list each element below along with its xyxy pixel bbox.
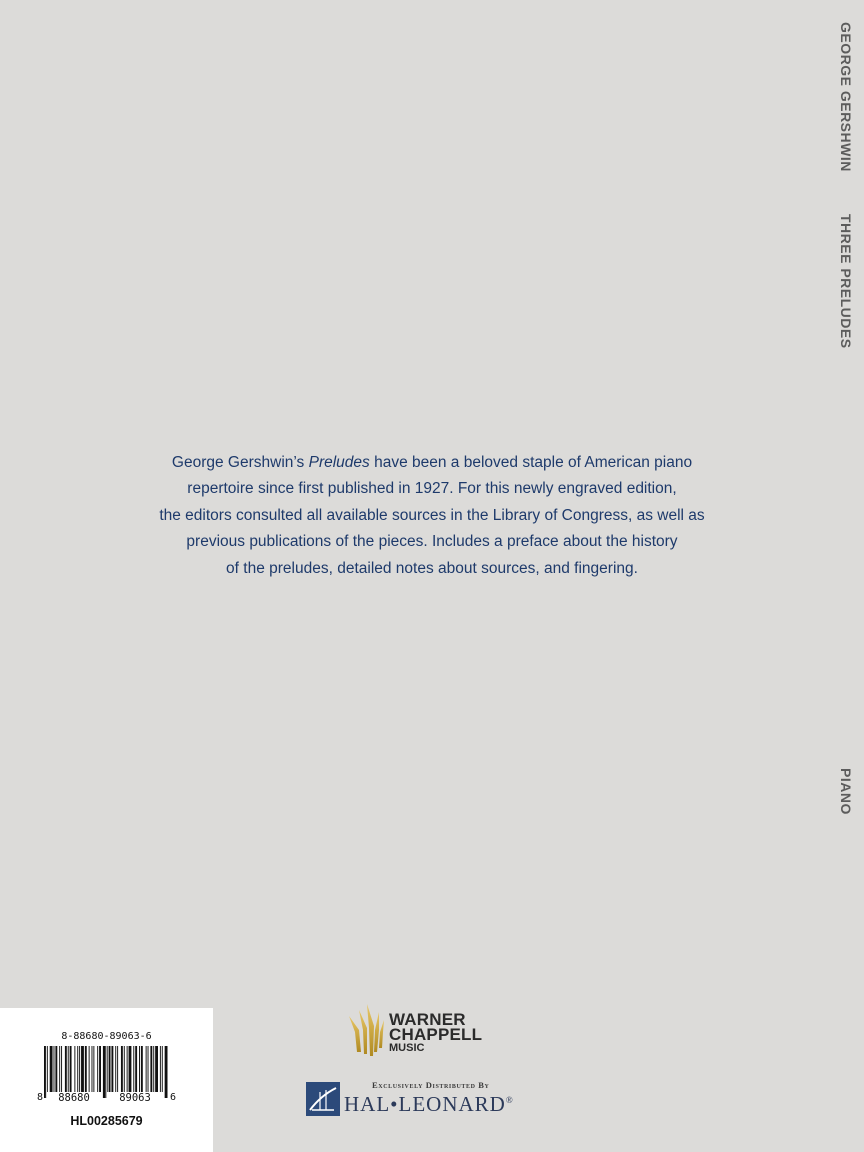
distributed-by-label: Exclusively Distributed By <box>372 1080 490 1090</box>
barcode-bar <box>47 1046 48 1098</box>
barcode-bar <box>160 1046 161 1092</box>
barcode-bar <box>92 1046 93 1092</box>
barcode-bar <box>50 1046 53 1092</box>
product-code: HL00285679 <box>70 1114 143 1128</box>
barcode-bar <box>146 1046 147 1092</box>
barcode-group-2: 89063 <box>107 1092 163 1104</box>
barcode-bar <box>89 1046 90 1092</box>
barcode-bar <box>109 1046 111 1092</box>
barcode-bar <box>139 1046 140 1092</box>
hal-leonard-name: HAL•LEONARD <box>344 1092 506 1116</box>
barcode-bar <box>68 1046 69 1092</box>
barcode-bar <box>54 1046 55 1092</box>
barcode-bar <box>97 1046 98 1092</box>
warner-chappell-wordmark <box>389 1012 482 1054</box>
barcode-bar <box>59 1046 60 1092</box>
blurb-line-2: repertoire since first published in 1927. For this newly engraved edition, <box>187 480 677 498</box>
blurb-line-1 <box>150 450 714 476</box>
barcode-bar <box>44 1046 46 1098</box>
wc-line-2: CHAPPELL <box>389 1025 483 1044</box>
blurb-title-italic: Preludes <box>308 454 370 471</box>
barcode-bar <box>61 1046 62 1092</box>
barcode-bar <box>117 1046 118 1092</box>
barcode-bar <box>85 1046 87 1092</box>
blurb-line-1-start: George Gershwin’s <box>171 454 309 471</box>
barcode-digit-right: 6 <box>170 1092 177 1103</box>
barcode-bar <box>135 1046 137 1092</box>
barcode-bar <box>148 1046 149 1092</box>
barcode-bar <box>129 1046 132 1092</box>
barcode-bar <box>133 1046 134 1092</box>
isbn-number: 8-88680-89063-6 <box>61 1031 152 1042</box>
spine-title: THREE PRELUDES <box>838 214 854 349</box>
warner-chappell-logo <box>345 1002 505 1058</box>
barcode-bar <box>150 1046 152 1092</box>
barcode-bar <box>127 1046 128 1092</box>
barcode-bar <box>79 1046 80 1092</box>
barcode-digit-left: 8 <box>37 1092 44 1103</box>
blurb-line-5: of the preludes, detailed notes about sources, and fingering. <box>226 559 638 577</box>
barcode-bar <box>165 1046 168 1098</box>
barcode-panel <box>0 1008 213 1152</box>
barcode-bar <box>55 1046 57 1092</box>
barcode-bar <box>162 1046 163 1098</box>
spine-instrument: PIANO <box>838 768 854 815</box>
barcode-bar <box>115 1046 116 1092</box>
barcode-bar <box>99 1046 101 1092</box>
barcode-bar <box>77 1046 78 1092</box>
barcode-group-1: 88680 <box>47 1092 101 1104</box>
barcode-bar <box>124 1046 125 1092</box>
crown-icon <box>345 1002 385 1058</box>
wc-line-1: WARNER <box>389 1010 466 1029</box>
spine-composer: GEORGE GERSHWIN <box>838 22 854 172</box>
hal-leonard-icon <box>306 1082 340 1116</box>
barcode-bar <box>141 1046 143 1092</box>
trademark-symbol: ® <box>505 1095 514 1105</box>
barcode-bar <box>74 1046 75 1092</box>
barcode-bar <box>153 1046 154 1092</box>
blurb-line-3: the editors consulted all available sources in the Library of Congress, as well as <box>159 506 705 524</box>
barcode-bar <box>155 1046 158 1092</box>
barcode-bar <box>70 1046 72 1092</box>
barcode-bar <box>121 1046 123 1092</box>
blurb-line-4: previous publications of the pieces. Includes a preface about the history <box>186 533 678 551</box>
blurb-line-1-end: have been a beloved staple of American piano <box>369 454 693 471</box>
barcode-bar <box>93 1046 94 1092</box>
wc-line-3: MUSIC <box>389 1042 425 1054</box>
barcode-bar <box>111 1046 113 1092</box>
description-blurb <box>150 450 714 582</box>
barcode-bar <box>65 1046 67 1092</box>
barcode-bar <box>81 1046 84 1092</box>
hal-leonard-wordmark <box>344 1092 514 1117</box>
barcode-bar <box>103 1046 106 1098</box>
barcode-bar <box>107 1046 108 1098</box>
